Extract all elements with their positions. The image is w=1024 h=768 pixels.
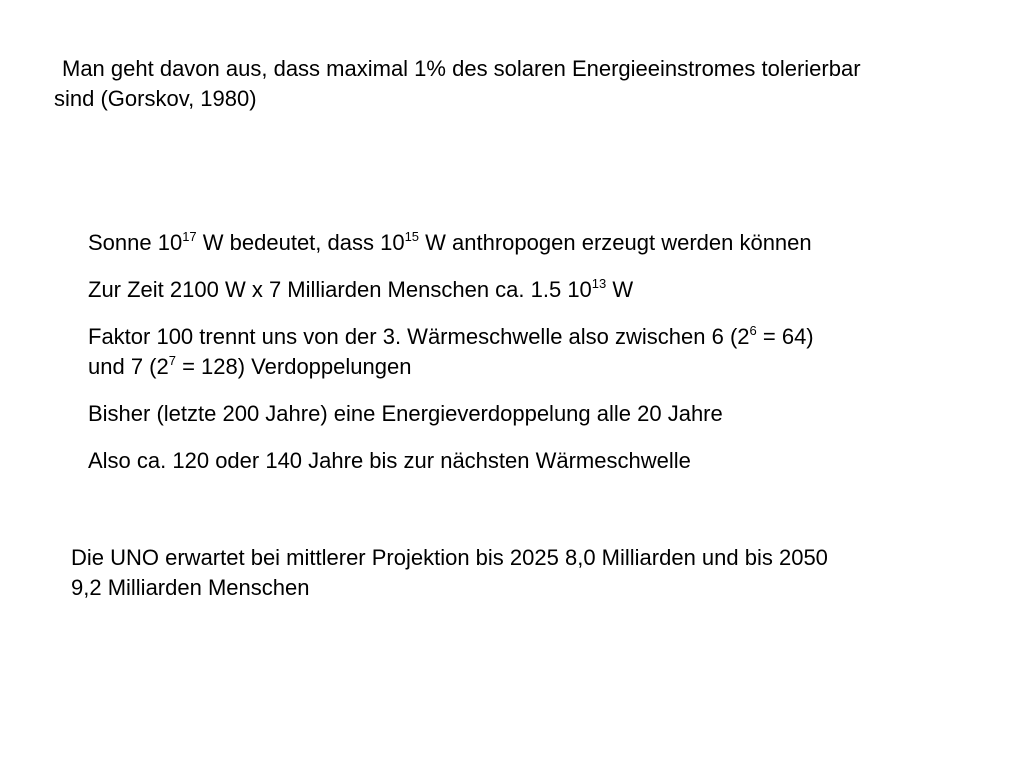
calc-item-sun-power bbox=[88, 228, 958, 258]
calc-item-3-text-d: = 128) Verdoppelungen bbox=[175, 354, 412, 379]
uno-paragraph bbox=[71, 543, 971, 603]
calc-item-3-text-c: und 7 (2 bbox=[88, 354, 169, 379]
calc-item-2-text-b: W bbox=[606, 277, 634, 302]
calc-item-doubling-factor bbox=[88, 322, 958, 382]
calc-item-history: Bisher (letzte 200 Jahre) eine Energieverdoppelung alle 20 Jahre bbox=[88, 401, 723, 426]
calc-item-current-usage bbox=[88, 275, 958, 305]
calc-item-1-text-c: W anthropogen erzeugt werden können bbox=[419, 230, 812, 255]
intro-line-2: sind (Gorskov, 1980) bbox=[54, 86, 257, 111]
calc-item-conclusion: Also ca. 120 oder 140 Jahre bis zur nächsten Wärmeschwelle bbox=[88, 448, 691, 473]
calc-item-3-exponent-a: 6 bbox=[749, 323, 757, 338]
calc-item-1-text-a: Sonne 10 bbox=[88, 230, 183, 255]
calc-item-2-exponent: 13 bbox=[591, 276, 607, 291]
uno-line-2: 9,2 Milliarden Menschen bbox=[71, 575, 310, 600]
calc-item-1-exponent-b: 15 bbox=[404, 229, 420, 244]
calculation-list bbox=[88, 228, 958, 493]
uno-line-1: Die UNO erwartet bei mittlerer Projektion bis 2025 8,0 Milliarden und bis 2050 bbox=[71, 545, 828, 570]
calc-item-3-exponent-b: 7 bbox=[168, 353, 176, 368]
calc-item-1-exponent-a: 17 bbox=[182, 229, 197, 244]
calc-item-3-text-b: = 64) bbox=[756, 324, 814, 349]
calc-item-2-text-a: Zur Zeit 2100 W x 7 Milliarden Menschen ca. 1.5 10 bbox=[88, 277, 592, 302]
intro-paragraph bbox=[54, 54, 1004, 114]
calc-item-1-text-b: W bedeutet, dass 10 bbox=[196, 230, 405, 255]
calc-item-3-text-a: Faktor 100 trennt uns von der 3. Wärmeschwelle also zwischen 6 (2 bbox=[88, 324, 750, 349]
intro-line-1: Man geht davon aus, dass maximal 1% des solaren Energieeinstromes tolerierbar bbox=[62, 56, 861, 81]
